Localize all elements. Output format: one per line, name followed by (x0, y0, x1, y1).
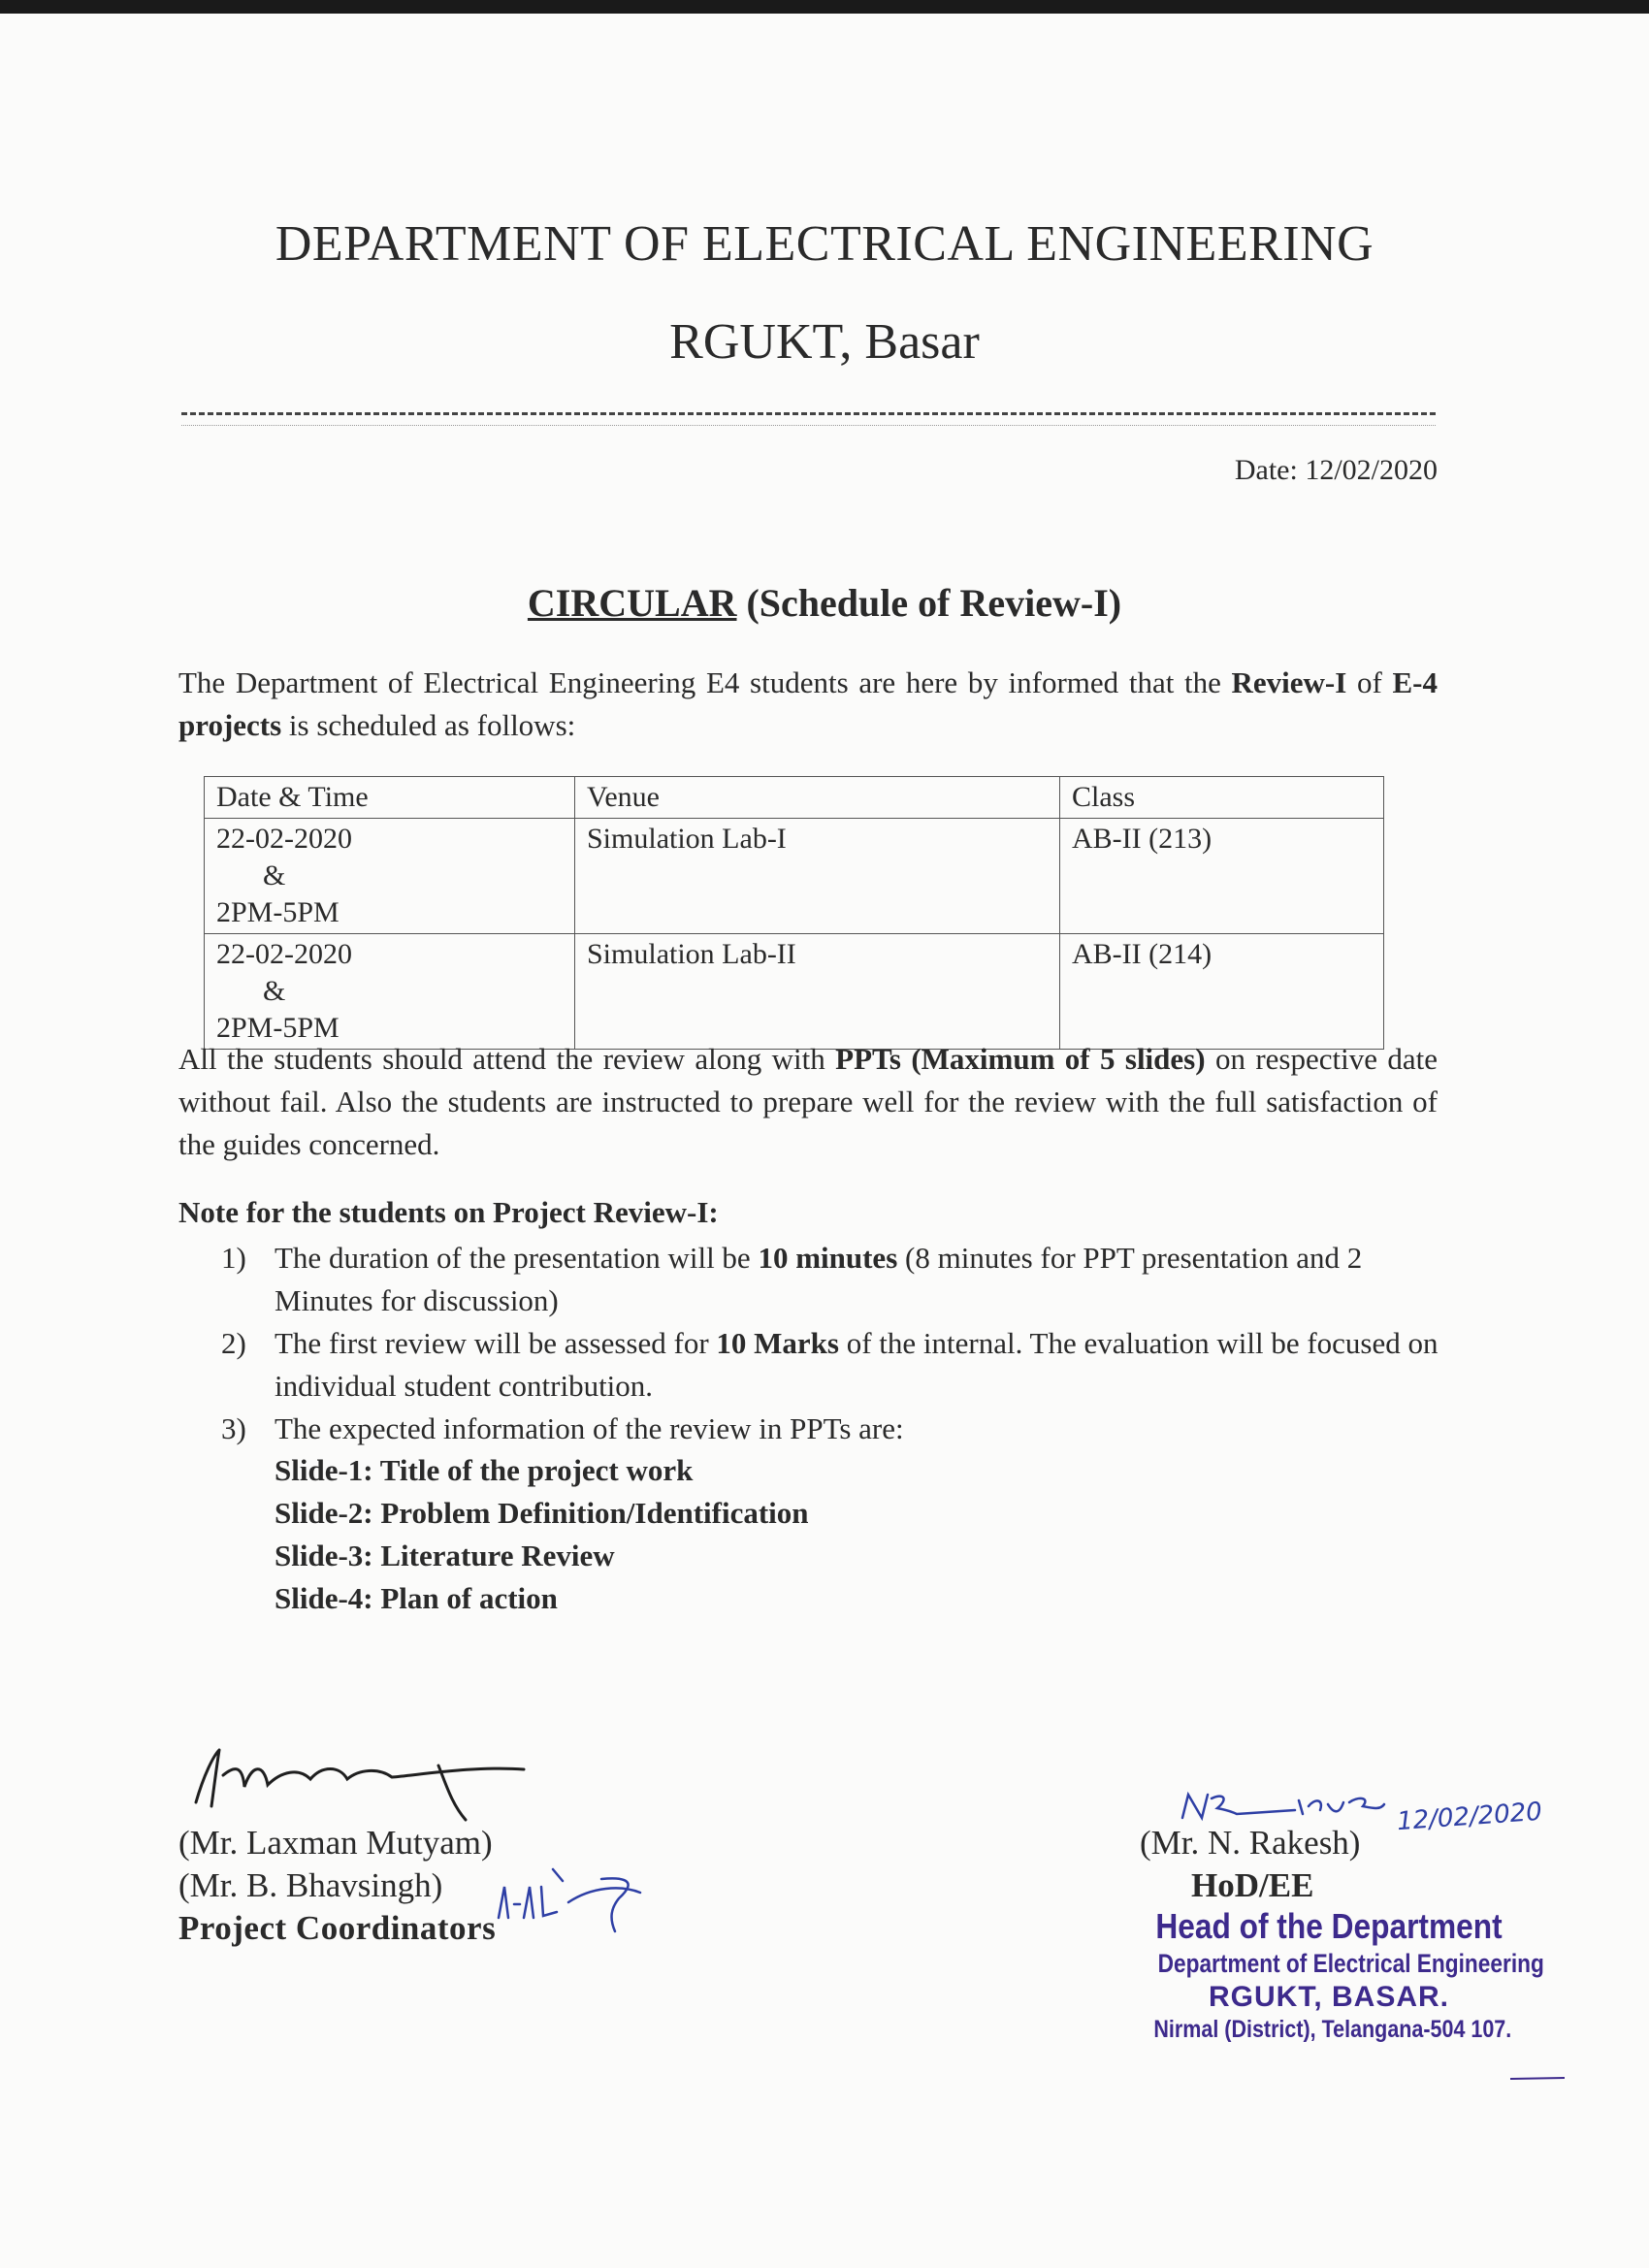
stamp-line: Head of the Department (1155, 1906, 1503, 1946)
intro-paragraph (178, 662, 1438, 747)
coordinator-name: (Mr. Laxman Mutyam) (178, 1824, 493, 1862)
attend-text-1: All the students should attend the review along with (178, 1042, 836, 1076)
intro-text-3: is scheduled as follows: (281, 708, 576, 742)
institution-heading: RGUKT, Basar (669, 314, 980, 370)
scan-edge (0, 0, 1649, 14)
intro-bold-2: E-4 projects (178, 665, 1438, 742)
bhavsingh-initials (495, 1858, 660, 1935)
table-cell-datetime (205, 934, 575, 1050)
circular-subtitle: (Schedule of Review-I) (746, 581, 1122, 625)
department-heading: DEPARTMENT OF ELECTRICAL ENGINEERING (275, 216, 1374, 272)
stamp-line: Department of Electrical Engineering (1157, 1949, 1544, 1978)
intro-text-1: The Department of Electrical Engineering E4 students are here by informed that the (178, 665, 1232, 699)
hod-role: HoD/EE (1191, 1866, 1314, 1904)
intro-text-2: of (1346, 665, 1393, 699)
item-number: 1) (221, 1241, 246, 1275)
item-number: 3) (221, 1411, 246, 1445)
coordinators-block (178, 1822, 496, 1950)
table-header-cell: Class (1060, 777, 1384, 819)
item-text: The duration of the presentation will be (275, 1241, 759, 1275)
row-ampersand: & (263, 859, 286, 891)
slide-item: Slide-1: Title of the project work (275, 1453, 694, 1487)
list-item (221, 1322, 1443, 1408)
department-stamp (1125, 1906, 1544, 2044)
table-cell-class: AB-II (213) (1060, 819, 1384, 934)
coordinator-name: (Mr. B. Bhavsingh) (178, 1866, 443, 1904)
circular-date: Date: 12/02/2020 (1234, 454, 1438, 486)
table-header-row (205, 777, 1384, 819)
row-ampersand: & (263, 975, 286, 1007)
attend-text-2: on respective date without fail. Also the students are instructed to prepare well for the review with the full satisfaction of the guides concerned. (178, 1042, 1438, 1161)
table-cell-venue: Simulation Lab-II (575, 934, 1060, 1050)
item-text-end: of the internal. The evaluation will be focused on individual student contribution. (275, 1326, 1439, 1403)
row-time: 2PM-5PM (216, 1012, 340, 1044)
header-divider (181, 412, 1436, 415)
table-row (205, 819, 1384, 934)
hod-handwritten-date: 12/02/2020 (1396, 1797, 1543, 1837)
circular-title (0, 580, 1649, 626)
table-row (205, 934, 1384, 1050)
attendance-paragraph (178, 1038, 1438, 1166)
row-time: 2PM-5PM (216, 896, 340, 928)
table-header-cell: Date & Time (205, 777, 575, 819)
row-date: 22-02-2020 (216, 938, 352, 970)
notes-heading: Note for the students on Project Review-I: (178, 1195, 719, 1229)
table-cell-datetime (205, 819, 575, 934)
coordinator-signature (184, 1736, 543, 1833)
hod-block (1140, 1822, 1360, 1907)
intro-bold-1: Review-I (1231, 665, 1347, 699)
item-bold: 10 Marks (716, 1326, 839, 1360)
slide-item: Slide-4: Plan of action (275, 1581, 558, 1615)
stamp-underline (1508, 2076, 1567, 2082)
slide-item: Slide-2: Problem Definition/Identification (275, 1496, 809, 1530)
table-cell-class: AB-II (214) (1060, 934, 1384, 1050)
notes-list (221, 1237, 1443, 1450)
stamp-line: Nirmal (District), Telangana-504 107. (1153, 2016, 1512, 2043)
item-bold: 10 minutes (758, 1241, 898, 1275)
row-date: 22-02-2020 (216, 823, 352, 855)
slides-list (275, 1449, 809, 1620)
table-cell-venue: Simulation Lab-I (575, 819, 1060, 934)
header-divider-faint (181, 425, 1436, 426)
table-header-cell: Venue (575, 777, 1060, 819)
list-item (221, 1408, 1443, 1450)
attend-bold: PPTs (Maximum of 5 slides) (835, 1042, 1206, 1076)
hod-name: (Mr. N. Rakesh) (1140, 1824, 1361, 1862)
stamp-line: RGUKT, BASAR. (1208, 1981, 1449, 2013)
item-text: The first review will be assessed for (275, 1326, 717, 1360)
item-text-end: (8 minutes for PPT presentation and 2 Minutes for discussion) (275, 1241, 1363, 1317)
coordinator-role: Project Coordinators (178, 1909, 497, 1947)
list-item (221, 1237, 1443, 1322)
item-text: The expected information of the review in PPTs are: (275, 1411, 904, 1445)
schedule-table (204, 776, 1384, 1050)
slide-item: Slide-3: Literature Review (275, 1539, 615, 1572)
item-number: 2) (221, 1326, 246, 1360)
circular-label: CIRCULAR (527, 581, 737, 625)
